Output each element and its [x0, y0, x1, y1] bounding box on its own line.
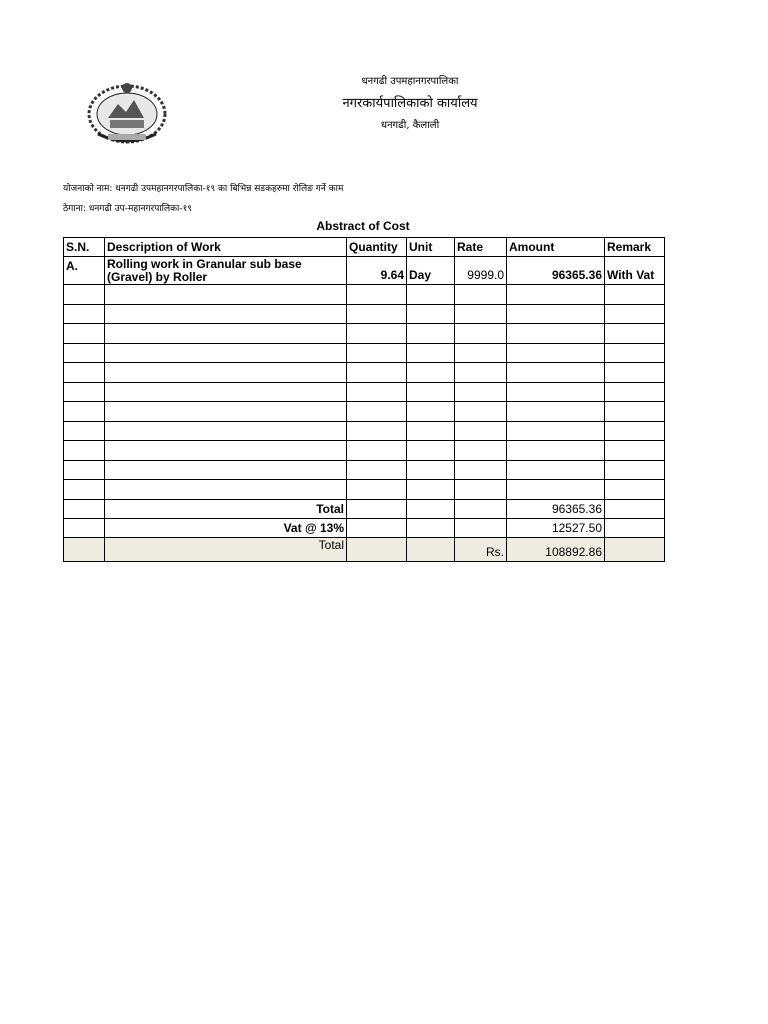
empty-row	[64, 402, 665, 422]
empty-cell	[105, 343, 347, 363]
vat-row	[64, 518, 665, 537]
item-amount: 96365.36	[507, 257, 605, 285]
empty-cell	[105, 402, 347, 422]
municipality-name: धनगढी उपमहानगरपालिका	[361, 76, 459, 87]
empty-cell	[105, 324, 347, 344]
item-rate: 9999.0	[455, 257, 507, 285]
empty-cell	[455, 421, 507, 441]
empty-cell	[507, 324, 605, 344]
total-label: Total	[105, 499, 347, 518]
empty-cell	[347, 382, 407, 402]
empty-cell	[455, 363, 507, 383]
col-sn-header: S.N.	[64, 238, 105, 257]
empty-cell	[64, 402, 105, 422]
empty-cell	[407, 537, 455, 561]
empty-cell	[455, 382, 507, 402]
document-title: Abstract of Cost	[316, 219, 410, 233]
empty-cell	[64, 499, 105, 518]
empty-cell	[407, 421, 455, 441]
empty-cell	[455, 460, 507, 480]
col-remark-header: Remark	[605, 238, 665, 257]
empty-cell	[105, 363, 347, 383]
empty-cell	[605, 304, 665, 324]
empty-cell	[64, 421, 105, 441]
empty-cell	[105, 480, 347, 500]
empty-cell	[507, 480, 605, 500]
empty-cell	[507, 363, 605, 383]
empty-cell	[347, 480, 407, 500]
empty-cell	[105, 421, 347, 441]
grand-total-row	[64, 537, 665, 561]
empty-cell	[605, 480, 665, 500]
nepal-emblem-icon	[78, 76, 176, 148]
vat-label: Vat @ 13%	[105, 518, 347, 537]
empty-cell	[347, 421, 407, 441]
empty-cell	[605, 499, 665, 518]
vat-amount: 12527.50	[507, 518, 605, 537]
empty-cell	[407, 441, 455, 461]
col-quantity-header: Quantity	[347, 238, 407, 257]
empty-cell	[347, 499, 407, 518]
empty-cell	[507, 285, 605, 305]
col-description-header: Description of Work	[105, 238, 347, 257]
item-description: Rolling work in Granular sub base (Gravel) by Roller	[105, 257, 347, 285]
empty-cell	[605, 285, 665, 305]
empty-cell	[605, 382, 665, 402]
empty-cell	[64, 480, 105, 500]
empty-cell	[347, 402, 407, 422]
empty-cell	[105, 304, 347, 324]
empty-rows	[64, 285, 665, 500]
empty-cell	[407, 343, 455, 363]
total-row	[64, 499, 665, 518]
item-quantity: 9.64	[347, 257, 407, 285]
empty-row	[64, 441, 665, 461]
empty-cell	[347, 363, 407, 383]
empty-cell	[64, 537, 105, 561]
empty-row	[64, 285, 665, 305]
empty-cell	[347, 324, 407, 344]
empty-cell	[507, 382, 605, 402]
empty-cell	[347, 460, 407, 480]
col-unit-header: Unit	[407, 238, 455, 257]
empty-cell	[455, 324, 507, 344]
col-rate-header: Rate	[455, 238, 507, 257]
col-amount-header: Amount	[507, 238, 605, 257]
empty-cell	[407, 518, 455, 537]
empty-cell	[64, 441, 105, 461]
empty-cell	[455, 402, 507, 422]
empty-cell	[605, 518, 665, 537]
empty-cell	[507, 402, 605, 422]
empty-cell	[64, 363, 105, 383]
empty-cell	[407, 480, 455, 500]
empty-cell	[407, 499, 455, 518]
project-address: ठेगाना: धनगढी उप-महानगरपालिका-१९	[63, 204, 192, 214]
cost-table	[63, 237, 665, 562]
office-location: धनगढी, कैलाली	[380, 120, 440, 131]
empty-cell	[507, 460, 605, 480]
empty-row	[64, 460, 665, 480]
empty-cell	[347, 537, 407, 561]
empty-cell	[605, 460, 665, 480]
empty-cell	[455, 480, 507, 500]
empty-cell	[407, 460, 455, 480]
empty-cell	[64, 343, 105, 363]
empty-cell	[105, 382, 347, 402]
total-amount: 96365.36	[507, 499, 605, 518]
empty-cell	[455, 518, 507, 537]
currency-label: Rs.	[455, 537, 507, 561]
empty-cell	[455, 285, 507, 305]
empty-cell	[455, 441, 507, 461]
empty-cell	[64, 304, 105, 324]
empty-row	[64, 382, 665, 402]
empty-cell	[455, 343, 507, 363]
empty-cell	[64, 518, 105, 537]
empty-cell	[605, 421, 665, 441]
item-sn: A.	[64, 257, 105, 285]
empty-cell	[605, 402, 665, 422]
empty-cell	[105, 441, 347, 461]
empty-cell	[347, 518, 407, 537]
empty-cell	[105, 285, 347, 305]
item-remark: With Vat	[605, 257, 665, 285]
empty-row	[64, 480, 665, 500]
empty-cell	[507, 343, 605, 363]
empty-row	[64, 304, 665, 324]
empty-cell	[347, 304, 407, 324]
empty-cell	[407, 363, 455, 383]
empty-cell	[507, 441, 605, 461]
empty-row	[64, 324, 665, 344]
office-name: नगरकार्यपालिकाको कार्यालय	[342, 96, 478, 111]
empty-cell	[347, 441, 407, 461]
empty-cell	[507, 421, 605, 441]
empty-cell	[64, 285, 105, 305]
empty-cell	[407, 285, 455, 305]
empty-cell	[407, 402, 455, 422]
empty-row	[64, 363, 665, 383]
empty-cell	[455, 499, 507, 518]
item-unit: Day	[407, 257, 455, 285]
empty-cell	[605, 441, 665, 461]
empty-cell	[407, 382, 455, 402]
empty-cell	[347, 343, 407, 363]
empty-cell	[105, 460, 347, 480]
empty-cell	[507, 304, 605, 324]
empty-row	[64, 343, 665, 363]
grand-total-amount: 108892.86	[507, 537, 605, 561]
empty-cell	[64, 324, 105, 344]
empty-cell	[455, 304, 507, 324]
empty-cell	[347, 285, 407, 305]
empty-row	[64, 421, 665, 441]
empty-cell	[605, 324, 665, 344]
empty-cell	[605, 363, 665, 383]
empty-cell	[605, 537, 665, 561]
empty-cell	[64, 460, 105, 480]
empty-cell	[407, 324, 455, 344]
grand-total-label: Total	[105, 537, 347, 561]
table-header-row	[64, 238, 665, 257]
table-row	[64, 257, 665, 285]
empty-cell	[407, 304, 455, 324]
empty-cell	[64, 382, 105, 402]
empty-cell	[605, 343, 665, 363]
project-name: योजनाको नाम: धनगढी उपमहानगरपालिका-१९ का बिभिन्न सडकहरुमा रोलिङ गर्ने काम	[63, 184, 344, 194]
